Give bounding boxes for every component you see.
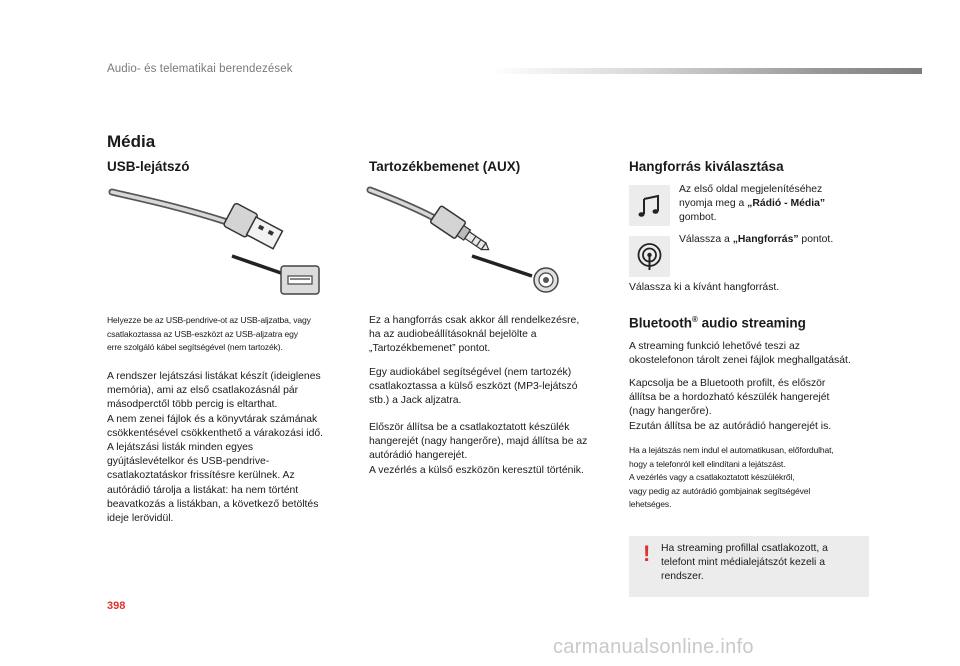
- aux-arrow-line: [472, 256, 532, 276]
- watermark: carmanualsonline.info: [553, 636, 754, 658]
- source-broadcast-icon: [629, 236, 670, 277]
- warning-icon: !: [643, 541, 651, 566]
- bluetooth-para-1: A streaming funkció lehetővé teszi az okostelefonon tárolt zenei fájlok meghallgatását.: [629, 341, 851, 367]
- header-gradient-bar: [490, 68, 922, 74]
- usb-heading: USB-lejátszó: [107, 159, 190, 174]
- warning-text: Ha streaming profillal csatlakozott, a telefont mint médialejátszót kezeli a rendszer.: [661, 543, 828, 583]
- source-step-2: Válassza a „Hangforrás” pontot.: [679, 234, 834, 245]
- page-title: Média: [107, 132, 156, 151]
- aux-para-2: Egy audiokábel segítségével (nem tartozék) csatlakoztassa a külső eszközt (MP3-lejátszó stb.) a Jack aljzatra.: [369, 367, 578, 407]
- aux-para-1: Ez a hangforrás csak akkor áll rendelkezésre, ha az audiobeállításoknál bejelölte a „Tartozékbemenet” pontot.: [369, 315, 580, 355]
- source-heading: Hangforrás kiválasztása: [629, 159, 784, 174]
- bluetooth-heading: Bluetooth® audio streaming: [629, 315, 806, 331]
- page-number: 398: [107, 600, 126, 612]
- aux-heading: Tartozékbemenet (AUX): [369, 159, 521, 174]
- music-note-icon: [629, 185, 670, 226]
- usb-body: A rendszer lejátszási listákat készít (ideiglenes memória), ami az első csatlakozásnál pár másodperctől több percig is eltarthat. A nem zenei fájlok és a könyvtárak számának csökkentésével csökkenthető a várakozási idő. A lejátszási listák minden egyes gyújtáslevételkor és USB-pendrive- csatlakoztatáskor frissítésre kerülnek. Az autórádió tárolja a listákat: ha nem történt beavatkozás a listákban, a következő betöltés ideje lerövidül.: [107, 371, 324, 525]
- aux-jack-illustration: [366, 180, 566, 298]
- bluetooth-para-2: Kapcsolja be a Bluetooth profilt, és először állítsa be a hordozható készülék hangerejét (nagy hangerőre). Ezután állítsa be az autórádió hangerejét is.: [629, 378, 832, 432]
- aux-para-3: Először állítsa be a csatlakoztatott készülék hangerejét (nagy hangerőre), majd állítsa be az autórádió hangerejét. A vezérlés a külső eszközön keresztül történik.: [369, 422, 588, 476]
- header-title: Audio- és telematikai berendezések: [107, 63, 293, 75]
- usb-arrow-line: [232, 256, 281, 273]
- usb-plug-illustration: [107, 180, 332, 298]
- bluetooth-note: Ha a lejátszás nem indul el automatikusan, előfordulhat, hogy a telefonról kell elindítani a lejátszást. A vezérlés vagy a csatlakoztatott készülékről, vagy pedig az autórádió gombjainak segítségével lehetséges.: [629, 445, 834, 510]
- music-button: [629, 185, 670, 226]
- usb-caption: Helyezze be az USB-pendrive-ot az USB-aljzatba, vagy csatlakoztassa az USB-eszközt az USB-aljzatra egy erre szolgáló kábel segítségével (nem tartozék).: [107, 315, 311, 353]
- source-select-text: Válassza ki a kívánt hangforrást.: [629, 282, 780, 293]
- source-step-1: Az első oldal megjelenítéséhez nyomja meg a „Rádió - Média” gombot.: [679, 184, 826, 224]
- source-button: [629, 236, 670, 277]
